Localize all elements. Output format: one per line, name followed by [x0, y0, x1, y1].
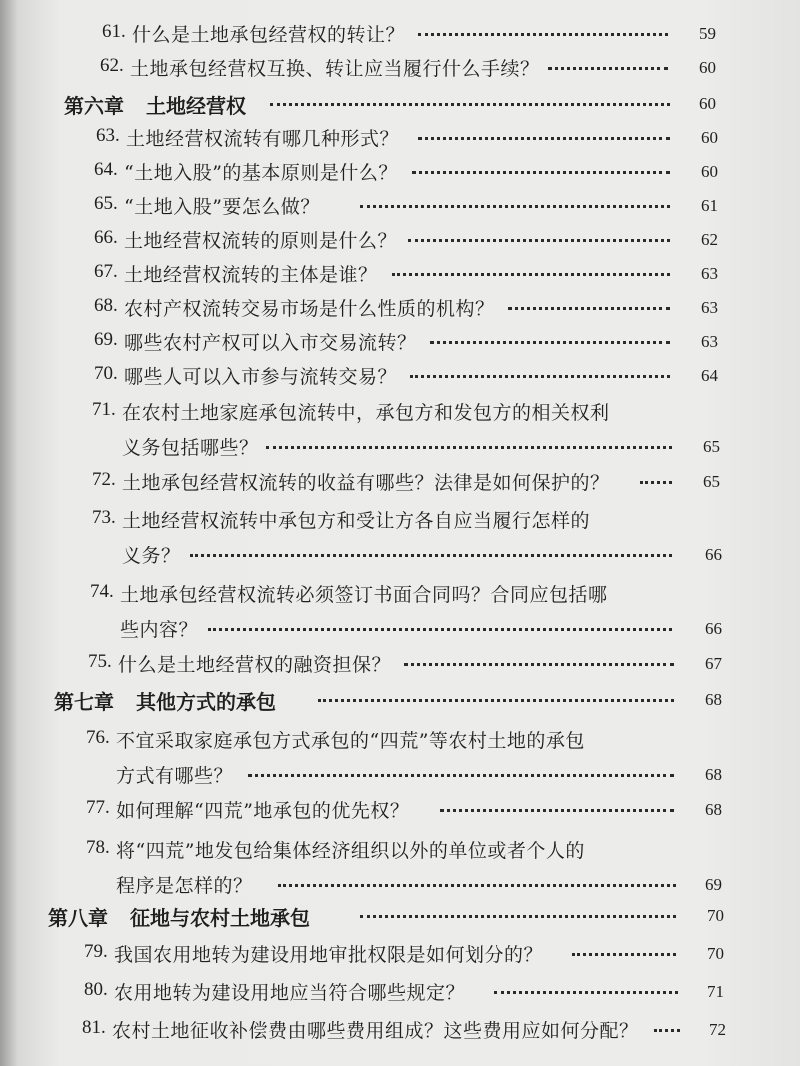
entry-number: 78. — [86, 837, 110, 858]
entry-number: 79. — [84, 941, 108, 962]
entry-title: “土地入股”要怎么做？ — [124, 196, 320, 218]
page-number: 68 — [705, 800, 722, 819]
entry-title-continued: 义务？ — [122, 545, 181, 567]
entry-number: 70. — [94, 363, 118, 384]
page-number: 60 — [699, 58, 716, 77]
entry-number: 61. — [102, 21, 126, 42]
entry-title: 农村产权流转交易市场是什么性质的机构？ — [124, 298, 495, 320]
toc-entry — [0, 578, 800, 648]
entry-number: 63. — [96, 125, 120, 146]
entry-title: 土地承包经营权流转必须签订书面合同吗？合同应包括哪 — [120, 584, 608, 606]
entry-title: 如何理解“四荒”地承包的优先权？ — [116, 800, 410, 822]
chapter-heading — [0, 900, 800, 934]
dot-leader — [572, 953, 676, 956]
chapter-title: 征地与农村土地承包 — [130, 906, 310, 930]
page-number: 70 — [707, 906, 724, 925]
entry-title: 将“四荒”地发包给集体经济组织以外的单位或者个人的 — [116, 840, 585, 862]
entry-number: 77. — [86, 797, 110, 818]
toc-entry — [0, 122, 800, 156]
page-number: 68 — [705, 765, 722, 784]
chapter-heading — [0, 684, 800, 718]
toc-entry — [0, 466, 800, 500]
entry-title-continued: 方式有哪些？ — [116, 765, 234, 787]
dot-leader — [270, 103, 670, 106]
entry-number: 71. — [92, 399, 116, 420]
page-number: 63 — [701, 298, 718, 317]
page-number: 62 — [701, 230, 718, 249]
chapter-label: 第七章 — [54, 690, 114, 714]
dot-leader — [208, 628, 672, 631]
chapter-title: 其他方式的承包 — [136, 690, 276, 714]
dot-leader — [266, 446, 672, 449]
page-number: 61 — [701, 196, 718, 215]
entry-title-continued: 程序是怎样的？ — [116, 875, 253, 897]
entry-number: 62. — [100, 55, 124, 76]
page-number: 67 — [705, 654, 722, 673]
entry-title: 什么是土地经营权的融资担保？ — [118, 654, 392, 676]
toc-entry — [0, 724, 800, 794]
toc-entry — [0, 18, 800, 52]
toc-entry — [0, 938, 800, 972]
toc-entry — [0, 258, 800, 292]
entry-number: 75. — [88, 651, 112, 672]
toc-entry — [0, 976, 800, 1010]
dot-leader — [640, 481, 672, 484]
toc-entry — [0, 834, 800, 904]
dot-leader — [360, 205, 670, 208]
entry-title: 农村土地征收补偿费由哪些费用组成？这些费用应如何分配？ — [112, 1020, 639, 1042]
page-number: 66 — [705, 619, 722, 638]
entry-title: 土地承包经营权流转的收益有哪些？法律是如何保护的？ — [122, 472, 610, 494]
entry-title-continued: 些内容？ — [120, 619, 199, 641]
dot-leader — [654, 1029, 680, 1032]
dot-leader — [508, 307, 670, 310]
dot-leader — [408, 239, 670, 242]
dot-leader — [318, 699, 674, 702]
chapter-label: 第八章 — [48, 906, 108, 930]
chapter-label: 第六章 — [64, 94, 124, 118]
toc-entry — [0, 156, 800, 190]
dot-leader — [548, 67, 668, 70]
entry-title: 土地经营权流转的原则是什么？ — [124, 230, 398, 252]
page-number: 60 — [701, 162, 718, 181]
page-number: 59 — [699, 24, 716, 43]
page-number: 66 — [705, 545, 722, 564]
entry-title: 我国农用地转为建设用地审批权限是如何划分的？ — [114, 944, 544, 966]
entry-title: 土地经营权流转有哪几种形式？ — [126, 128, 400, 150]
dot-leader — [190, 554, 672, 557]
toc-entry — [0, 504, 800, 574]
entry-number: 76. — [86, 727, 110, 748]
toc-entry — [0, 326, 800, 360]
page-number: 70 — [707, 944, 724, 963]
entry-number: 68. — [94, 295, 118, 316]
toc-entry — [0, 52, 800, 86]
dot-leader — [430, 341, 670, 344]
entry-number: 80. — [84, 979, 108, 1000]
toc-entry — [0, 794, 800, 828]
entry-title: 土地承包经营权互换、转让应当履行什么手续？ — [130, 58, 540, 80]
page-number: 63 — [701, 332, 718, 351]
dot-leader — [278, 884, 676, 887]
entry-title: 在农村土地家庭承包流转中，承包方和发包方的相关权利 — [122, 402, 610, 424]
entry-number: 73. — [92, 507, 116, 528]
entry-number: 66. — [94, 227, 118, 248]
page-number: 72 — [709, 1020, 726, 1039]
page-number: 69 — [705, 875, 722, 894]
chapter-heading — [0, 88, 800, 122]
entry-title: 哪些农村产权可以入市交易流转？ — [124, 332, 417, 354]
entry-number: 74. — [90, 581, 114, 602]
entry-number: 81. — [82, 1017, 106, 1038]
page-number: 65 — [703, 472, 720, 491]
toc-entry — [0, 1014, 800, 1048]
entry-number: 72. — [92, 469, 116, 490]
entry-number: 64. — [94, 159, 118, 180]
page-number: 64 — [701, 366, 718, 385]
page-number: 68 — [705, 690, 722, 709]
dot-leader — [392, 273, 670, 276]
toc-entry — [0, 224, 800, 258]
dot-leader — [410, 375, 670, 378]
entry-title: 土地经营权流转的主体是谁？ — [124, 264, 378, 286]
chapter-title: 土地经营权 — [146, 94, 246, 118]
page-number: 65 — [703, 437, 720, 456]
entry-title: 什么是土地承包经营权的转让？ — [132, 24, 406, 46]
entry-number: 69. — [94, 329, 118, 350]
entry-title: 哪些人可以入市参与流转交易？ — [124, 366, 398, 388]
dot-leader — [360, 915, 676, 918]
entry-number: 67. — [94, 261, 118, 282]
toc-entry — [0, 360, 800, 394]
page-number: 60 — [701, 128, 718, 147]
page-number: 71 — [707, 982, 724, 1001]
dot-leader — [418, 33, 668, 36]
toc-entry — [0, 292, 800, 326]
toc-entry — [0, 190, 800, 224]
entry-title: 农用地转为建设用地应当符合哪些规定？ — [114, 982, 466, 1004]
entry-title-continued: 义务包括哪些？ — [122, 437, 259, 459]
entry-title: 土地经营权流转中承包方和受让方各自应当履行怎样的 — [122, 510, 591, 532]
dot-leader — [412, 171, 670, 174]
dot-leader — [404, 663, 674, 666]
toc-entry — [0, 648, 800, 682]
dot-leader — [494, 991, 678, 994]
dot-leader — [418, 137, 670, 140]
entry-title: “土地入股”的基本原则是什么？ — [124, 162, 398, 184]
toc-entry — [0, 396, 800, 466]
page-number: 60 — [699, 94, 716, 113]
entry-title: 不宜采取家庭承包方式承包的“四荒”等农村土地的承包 — [116, 730, 585, 752]
dot-leader — [248, 774, 674, 777]
page-number: 63 — [701, 264, 718, 283]
dot-leader — [440, 809, 674, 812]
entry-number: 65. — [94, 193, 118, 214]
